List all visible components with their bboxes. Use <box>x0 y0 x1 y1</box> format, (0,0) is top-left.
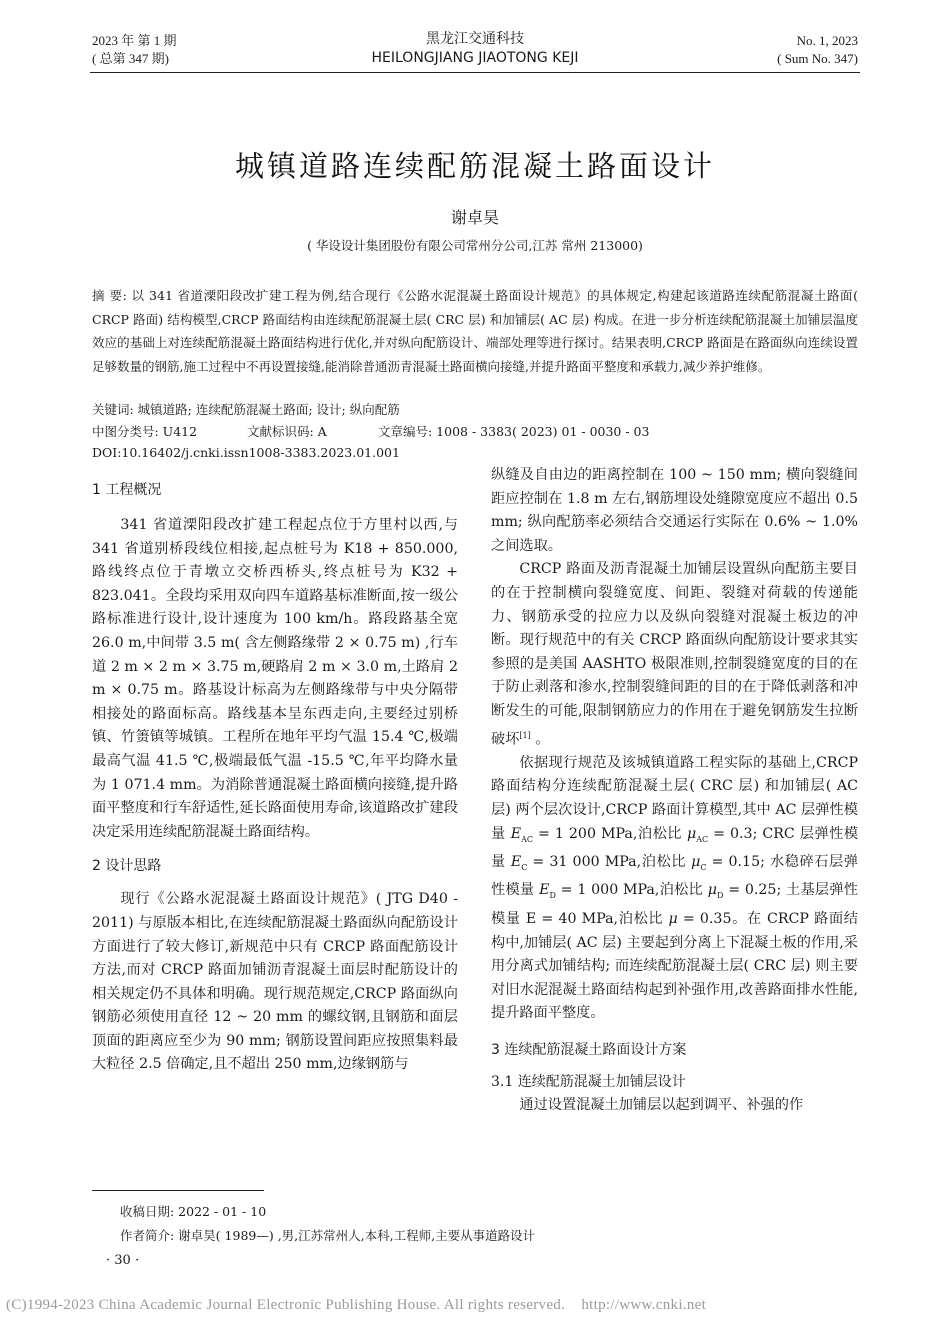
document-code: 文献标识码: A <box>247 424 327 439</box>
symbol-mu: μ <box>668 910 678 927</box>
model-text-6: = 1 000 MPa,泊松比 <box>555 882 708 899</box>
keywords: 关键词: 城镇道路; 连续配筋混凝土路面; 设计; 纵向配筋 <box>92 402 400 417</box>
issue-number: No. 1, 2023 <box>796 33 858 48</box>
symbol-e-c: E <box>510 854 522 871</box>
subscript-ac-2: AC <box>696 834 709 844</box>
author-name: 谢卓昊 <box>450 208 499 227</box>
subscript-c: C <box>521 862 528 872</box>
symbol-e-ac: E <box>510 825 522 842</box>
copyright-watermark: (C)1994-2023 China Academic Journal Electronic Publishing House. All rights reserved. http://www.cnki.net <box>6 1297 707 1313</box>
model-text-8: = 0.35。在 CRCP 路面结构中,加铺层( AC 层) 主要起到分离上下混凝土板的作用,采用分离式加铺结构; 而连续配筋混凝土层( CRC 层) 则主要对旧水泥混凝土路面结构起到补强作用,改善路面排水性能,提升路面平整度。 <box>491 910 858 1022</box>
journal-name-en: HEILONGJIANG JIAOTONG KEJI <box>371 50 579 66</box>
subscript-d: D <box>549 891 556 901</box>
section-3-1-paragraph: 通过设置混凝土加铺层以起到调平、补强的作 <box>519 1096 804 1113</box>
header-right <box>777 32 858 68</box>
journal-name-cn: 黑龙江交通科技 <box>426 31 524 47</box>
clc-number: 中图分类号: U412 <box>92 424 198 439</box>
symbol-mu-ac: μ <box>686 825 697 842</box>
structure-model-paragraph <box>491 752 858 1026</box>
section-2-heading: 2 设计思路 <box>92 858 162 875</box>
symbol-mu-c: μ <box>691 854 701 871</box>
abstract: 摘 要: 以 341 省道溧阳段改扩建工程为例,结合现行《公路水泥混凝土路面设计规范》的具体规定,构建起该道路连续配筋混凝土路面( CRCP 路面) 结构模型,CRCP 路面结构由连续配筋混凝土层( CRC 层) 和加铺层( AC 层) 构成。在进一步分析连续配筋混凝土加铺层温度效应的基础上对连续配筋混凝土路面结构进行优化,并对纵向配筋设计、端部处理等进行探讨。结果表明,CRCP 路面是在路面纵向连续设置足够数量的钢筋,施工过程中不再设置接缝,能消除普通沥青混凝土路面横向接缝,并提升路面平整度和承载力,减少养护维修。 <box>92 288 858 374</box>
issue-total: ( 总第 347 期) <box>92 51 169 66</box>
author-bio: 作者简介: 谢卓昊( 1989—) ,男,江苏常州人,本科,工程师,主要从事道路设计 <box>120 1228 536 1243</box>
reinforcement-purpose-paragraph <box>491 558 858 751</box>
paper-title: 城镇道路连续配筋混凝土路面设计 <box>234 149 715 183</box>
reinforcement-purpose-end: 。 <box>530 731 550 748</box>
journal-name <box>275 30 675 68</box>
footnote <box>120 1200 860 1248</box>
section-1-paragraph: 341 省道溧阳段改扩建工程起点位于方里村以西,与 341 省道别桥段线位相接,起点桩号为 K18 + 850.000,路线终点位于青墩立交桥西桥头,终点桩号为 K32 + 823.041。全段均采用双向四车道路基标准断面,按一级公路标准进行设计,设计速度为 100 km/h。路段路基全宽 26.0 m,中间带 3.5 m( 含左侧路缘带 2 × 0.75 m) ,行车道 2 m × 2 m × 3.75 m,硬路肩 2 m × 3.0 m,土路肩 2 m × 0.75 m。路基设计标高为左侧路缘带与中央分隔带相接处的路面标高。路线基本呈东西走向,主要经过别桥镇、竹箦镇等城镇。工程所在地年平均气温 15.4 ℃,极端最高气温 41.5 ℃,极端最低气温 -15.5 ℃,年平均降水量为 1 071.4 mm。为消除普通混凝土路面横向接缝,提升路面平整度和行车舒适性,延长路面使用寿命,该道路改扩建段决定采用连续配筋混凝土路面结构。 <box>92 517 458 840</box>
subscript-c-2: C <box>700 862 707 872</box>
subscript-d-2: D <box>717 891 724 901</box>
footnote-rule <box>92 1190 264 1191</box>
section-3-1-heading: 3.1 连续配筋混凝土加铺层设计 <box>491 1073 686 1090</box>
model-text-5: = 0.15; 水稳碎石层弹性模量 <box>491 854 858 899</box>
issue-sum: ( Sum No. 347) <box>777 51 858 66</box>
model-text-1: 依据现行规范及该城镇道路工程实际的基础上,CRCP 路面结构分连续配筋混凝土层( CRC 层) 和加铺层( AC 层) 两个层次设计,CRCP 路面计算模型,其中 AC 层弹性模量 <box>491 754 858 842</box>
reinforcement-purpose-text: CRCP 路面及沥青混凝土加铺层设置纵向配筋主要目的在于控制横向裂缝宽度、间距、裂缝对荷载的传递能力、钢筋承受的拉应力以及纵向裂缝对混凝土板边的冲断。现行规范中的有关 CRCP 路面纵向配筋设计要求其实参照的是美国 AASHTO 极限准则,控制裂缝宽度的目的在于防止剥落和渗水,控制裂缝间距的目的在于降低剥落和冲断发生的可能,限制钢筋应力的作用在于避免钢筋发生拉断破坏 <box>491 561 858 748</box>
header-left <box>92 32 177 68</box>
symbol-e-d: E <box>539 882 550 899</box>
header-rule <box>90 72 860 73</box>
subscript-ac: AC <box>521 834 533 844</box>
received-date: 收稿日期: 2022 - 01 - 10 <box>120 1204 267 1219</box>
right-column <box>491 464 858 1117</box>
continued-paragraph: 纵缝及自由边的距离控制在 100 ~ 150 mm; 横向裂缝间距应控制在 1.8 m 左右,钢筋埋设处缝隙宽度应不超出 0.5 mm; 纵向配筋率必须结合交通运行实际在 0.6% ~ 1.0% 之间选取。 <box>491 467 858 554</box>
model-text-3: = 0.3; CRC 层弹性模量 <box>491 825 859 871</box>
model-text-4: = 31 000 MPa,泊松比 <box>527 854 692 871</box>
doi: DOI:10.16402/j.cnki.issn1008-3383.2023.01.001 <box>92 445 400 460</box>
classification-line <box>92 421 858 442</box>
citation-1[interactable]: [1] <box>519 730 531 740</box>
left-column <box>92 478 458 1077</box>
symbol-mu-d: μ <box>707 882 718 899</box>
model-text-2: = 1 200 MPa,泊松比 <box>532 825 687 842</box>
article-number: 文章编号: 1008 - 3383( 2023) 01 - 0030 - 03 <box>378 424 650 439</box>
section-1-heading: 1 工程概况 <box>92 482 162 498</box>
page-number: · 30 · <box>106 1253 140 1268</box>
section-3-heading: 3 连续配筋混凝土路面设计方案 <box>491 1041 687 1058</box>
author-affiliation: ( 华设设计集团股份有限公司常州分公司,江苏 常州 213000) <box>307 238 643 253</box>
section-2-paragraph: 现行《公路水泥混凝土路面设计规范》( JTG D40 - 2011) 与原版本相比,在连续配筋混凝土路面纵向配筋设计方面进行了较大修订,新规范中只有 CRCP 路面配筋设计方法,而对 CRCP 路面加铺沥青混凝土面层时配筋设计的相关规定仍不具体和明确。现行规范规定,CRCP 路面纵向钢筋必须使用直径 12 ~ 20 mm 的螺纹钢,且钢筋和面层顶面的距离应至少为 90 mm; 钢筋设置间距应按照集料最大粒径 2.5 倍确定,且不超出 250 mm,边缘钢筋与 <box>92 891 458 1073</box>
model-text-7: = 0.25; 土基层弹性模量 E = 40 MPa,泊松比 <box>491 882 858 927</box>
issue-year: 2023 年 第 1 期 <box>92 33 177 48</box>
